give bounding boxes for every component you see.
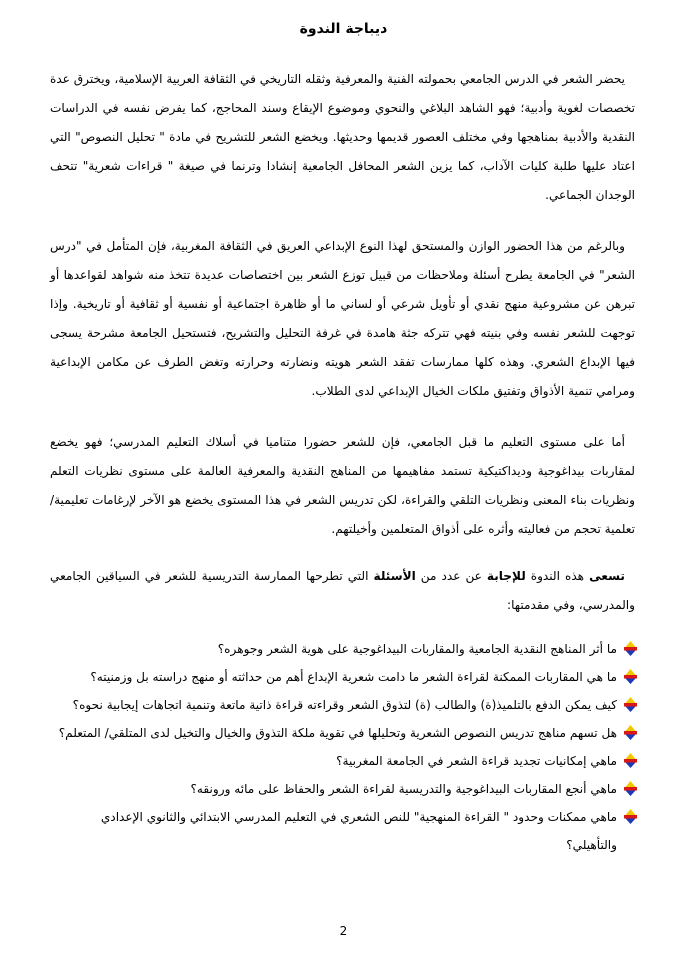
question-text: ماهي أنجع المقاربات البيداغوجية والتدريسية لقراءة الشعر والحفاظ على مائه ورونقه؟ <box>190 782 617 796</box>
intro-word-strive: تسعى <box>589 569 625 583</box>
question-item <box>50 747 637 775</box>
arrow-bullet-icon <box>624 809 637 824</box>
question-item <box>50 775 637 803</box>
intro-word-answer: للإجابة <box>486 569 526 583</box>
arrow-bullet-icon <box>624 725 637 740</box>
page-title: ديباجة الندوة <box>299 21 388 37</box>
page-number: 2 <box>339 924 348 938</box>
question-text: ماهي إمكانيات تجديد قراءة الشعر في الجامعة المغربية؟ <box>336 754 617 768</box>
question-text: ما أثر المناهج النقدية الجامعية والمقاربات البيداغوجية على هوية الشعر وجوهره؟ <box>217 642 617 656</box>
question-text: هل تسهم مناهج تدريس النصوص الشعرية وتحليلها في تقوية ملكة التذوق والخيال والتخيل لدى المتلقي/ المتعلم؟ <box>58 726 617 740</box>
question-item <box>50 719 637 747</box>
arrow-bullet-icon <box>624 669 637 684</box>
question-item <box>50 803 637 859</box>
arrow-bullet-icon <box>624 781 637 796</box>
question-item <box>50 635 637 663</box>
paragraph-1: يحضر الشعر في الدرس الجامعي بحمولته الفنية والمعرفية وثقله التاريخي في الثقافة العربية الإسلامية، ويخترق عدة تخصصات لغوية وأدبية؛ فهو الشاهد البلاغي والنحوي وموضوع الإيقاع وسند المحاجج، كما يفرض نفسه في الدراسات النقدية والأدبية بمناهجها وفي مختلف العصور قديمها وحديثها. ويخضع الشعر للتشريح في مادة " تحليل النصوص" التي اعتاد عليها طلبة كليات الآداب، كما يزين الشعر المحافل الجامعية إنشادا وترنما في صيغة " قراءات شعرية" تتحف الوجدان الجماعي. <box>50 72 635 202</box>
paragraph-2: وبالرغم من هذا الحضور الوازن والمستحق لهذا النوع الإبداعي العريق في الثقافة المغربية، فإن المتأمل في "درس الشعر" في الجامعة يطرح أسئلة وملاحظات من قبيل توزع الشعر بين اختصاصات عديدة تتخذ منه شواهد لقواعدها أو تبرهن عن مشروعية منهج نقدي أو تأويل شرعي أو لساني ما أو ظاهرة اجتماعية أو نفسية أو ثقافية أو تاريخية. وإذا توجهت للشعر نفسه وفي بنيته فهي تتركه جثة هامدة في غرفة التحليل والتشريح، فتستحيل الجامعة مشرحة يسجى فيها الإبداع الشعري. وهذه كلها ممارسات تفقد الشعر هويته ونضارته وحرارته وتغض الطرف عن مكامن الإبداعية ومرامي تنمية الأذواق وتفتيق ملكات الخيال الإبداعي لدى الطلاب. <box>50 239 635 398</box>
intro-text-2: عن عدد من <box>415 569 487 583</box>
arrow-bullet-icon <box>624 697 637 712</box>
question-item <box>50 663 637 691</box>
question-text: كيف يمكن الدفع بالتلميذ(ة) والطالب (ة) لتذوق الشعر وقراءته قراءة ذاتية ماتعة وتنمية اتجاهات إيجابية نحوه؟ <box>72 698 617 712</box>
question-text: ماهي ممكنات وحدود " القراءة المنهجية" للنص الشعري في التعليم المدرسي الابتدائي والثانوي الإعدادي والتأهيلي؟ <box>100 810 617 852</box>
paragraph-3: أما على مستوى التعليم ما قبل الجامعي، فإن للشعر حضورا متناميا في أسلاك التعليم المدرسي؛ فهو يخضع لمقاربات بيداغوجية وديداكتيكية تستمد مفاهيمها من المناهج النقدية والمعرفية العالمة على مستوى نظريات التعلم ونظريات بناء المعنى ونظريات التلقي والقراءة، لكن تدريس الشعر في هذا المستوى يخضع هو الآخر لإرغامات تعليمية/ تعلمية تحجم من فعاليته وأثره على أذواق المتعلمين وأخيلتهم. <box>50 435 635 536</box>
arrow-bullet-icon <box>624 641 637 656</box>
question-item <box>50 691 637 719</box>
question-text: ما هي المقاربات الممكنة لقراءة الشعر ما دامت شعرية الإبداع أهم من حداثته أو منهج دراسته بل وزمنيته؟ <box>90 670 617 684</box>
intro-paragraph <box>50 562 635 620</box>
intro-text-1: هذه الندوة <box>525 569 590 583</box>
intro-word-questions: الأسئلة <box>373 569 416 583</box>
questions-list <box>50 635 637 859</box>
arrow-bullet-icon <box>624 753 637 768</box>
intro-text-3: التي تطرحها الممارسة التدريسية للشعر في السياقين الجامعي والمدرسي، وفي مقدمتها: <box>50 569 635 612</box>
